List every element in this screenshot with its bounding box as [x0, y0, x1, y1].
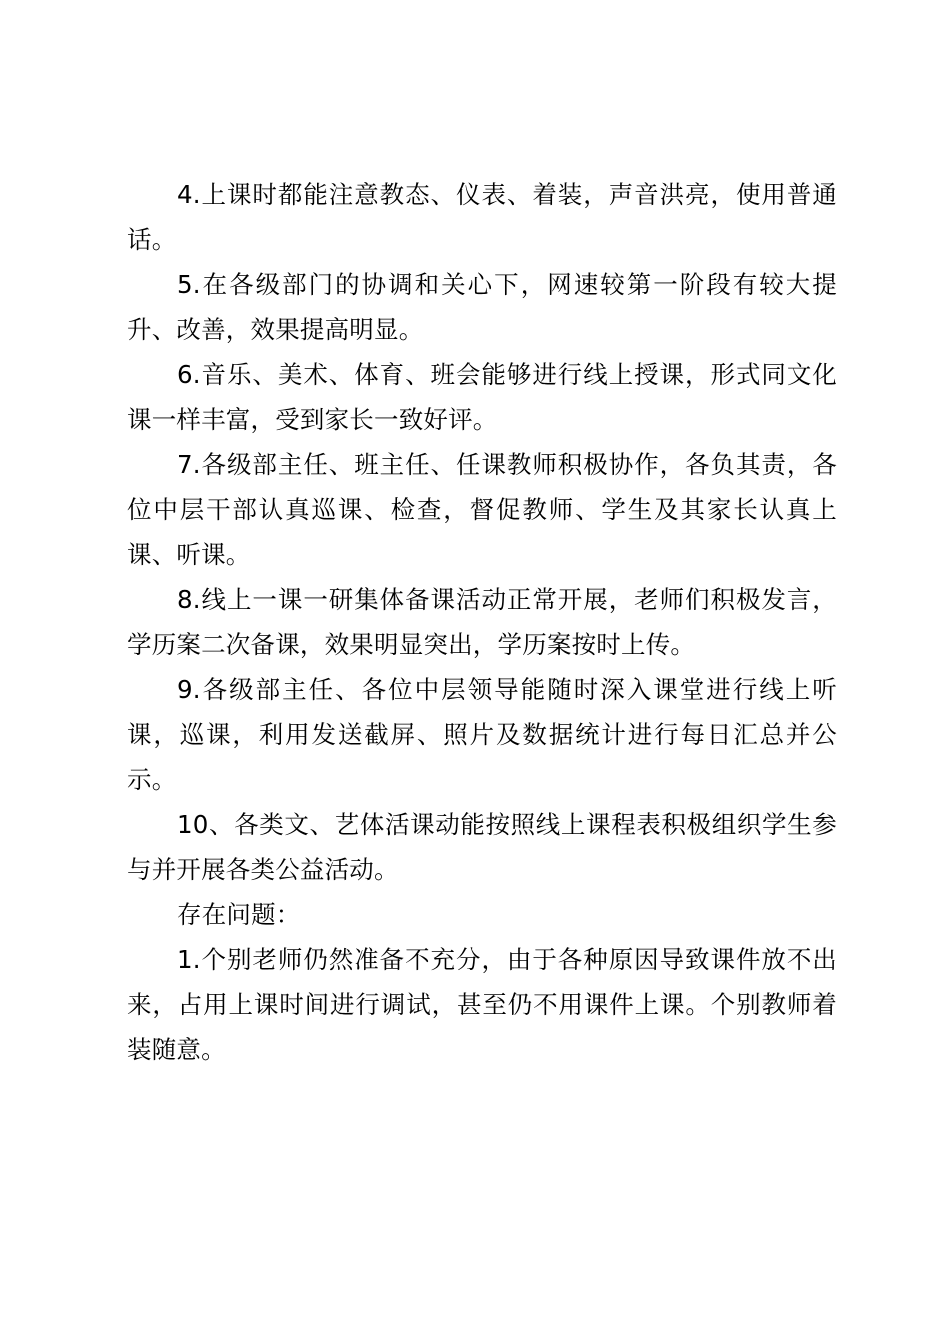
paragraph-item-8: 8.线上一课一研集体备课活动正常开展，老师们积极发言，学历案二次备课，效果明显突出，学历案按时上传。 [127, 585, 837, 659]
paragraph-item-6: 6.音乐、美术、体育、班会能够进行线上授课，形式同文化课一样丰富，受到家长一致好评。 [127, 360, 837, 434]
paragraph-item-5: 5.在各级部门的协调和关心下，网速较第一阶段有较大提升、改善，效果提高明显。 [127, 270, 837, 344]
problems-heading: 存在问题： [177, 900, 301, 929]
paragraph-item-7: 7.各级部主任、班主任、任课教师积极协作，各负其责，各位中层干部认真巡课、检查，督促教师、学生及其家长认真上课、听课。 [127, 450, 837, 569]
problem-item-1: 1.个别老师仍然准备不充分，由于各种原因导致课件放不出来，占用上课时间进行调试，甚至仍不用课件上课。个别教师着装随意。 [127, 945, 837, 1064]
paragraph-item-10: 10、各类文、艺体活课动能按照线上课程表积极组织学生参与并开展各类公益活动。 [127, 810, 837, 884]
paragraph-item-9: 9.各级部主任、各位中层领导能随时深入课堂进行线上听课，巡课，利用发送截屏、照片及数据统计进行每日汇总并公示。 [127, 675, 837, 794]
paragraph-item-4: 4.上课时都能注意教态、仪表、着装，声音洪亮，使用普通话。 [127, 180, 837, 254]
document-body [127, 172, 837, 1072]
